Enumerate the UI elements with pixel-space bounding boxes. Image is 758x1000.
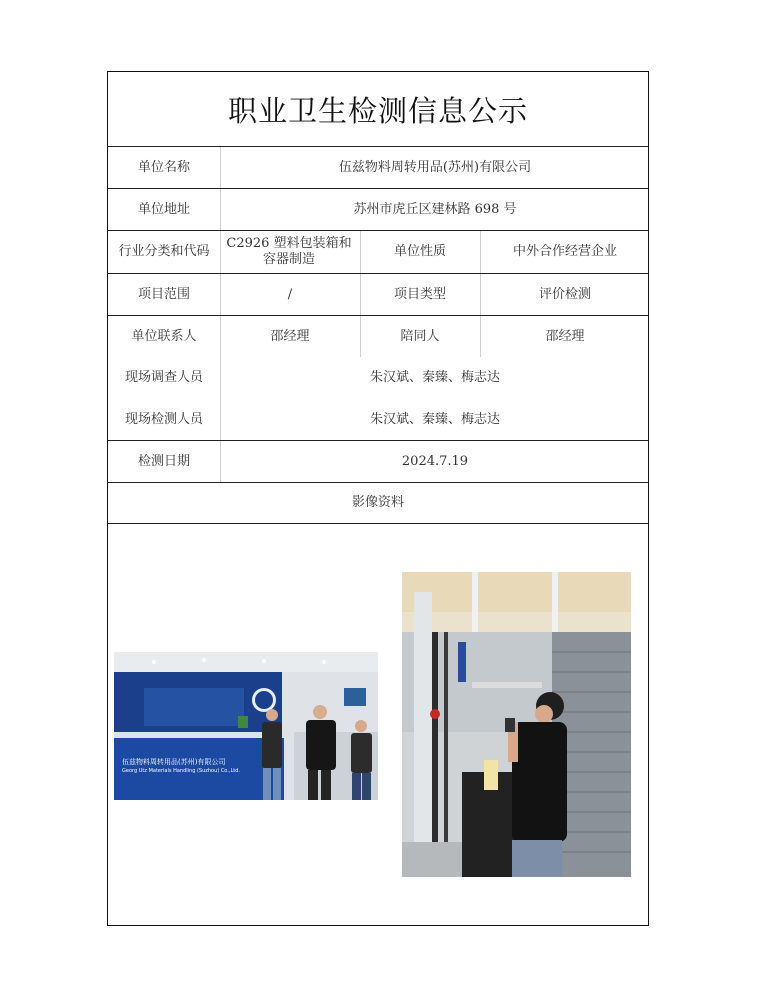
label-survey-staff: 现场调查人员 <box>124 370 203 386</box>
value-unit-nature: 中外合作经营企业 <box>512 244 617 260</box>
value-unit-address: 苏州市虎丘区建林路 698 号 <box>353 201 517 217</box>
page-title: 职业卫生检测信息公示 <box>227 93 528 128</box>
row-test-staff <box>108 399 648 440</box>
label-project-type: 项目类型 <box>393 286 446 302</box>
reception-sign-en: Georg Utz Materials Handling (Suzhou) Co.,Ltd. <box>122 768 240 774</box>
value-contact: 邵经理 <box>270 328 310 344</box>
value-survey-staff: 朱汉斌、秦臻、梅志达 <box>369 370 500 386</box>
row-survey-staff <box>108 357 648 399</box>
row-unit-name <box>108 146 648 188</box>
label-unit-address: 单位地址 <box>137 201 190 217</box>
value-unit-name: 伍兹物料周转用品(苏州)有限公司 <box>338 159 532 175</box>
label-contact: 单位联系人 <box>131 328 197 344</box>
label-test-date: 检测日期 <box>137 453 190 469</box>
notice-table <box>107 71 649 926</box>
row-unit-address <box>108 188 648 230</box>
row-industry <box>108 230 648 273</box>
value-industry: C2926 塑料包装箱和容器制造 <box>226 236 352 267</box>
value-companion: 邵经理 <box>545 328 585 344</box>
row-test-date <box>108 440 648 482</box>
label-test-staff: 现场检测人员 <box>124 411 203 427</box>
reception-sign <box>122 758 272 776</box>
row-images-header <box>108 482 648 524</box>
label-unit-name: 单位名称 <box>137 159 190 175</box>
row-project <box>108 273 648 315</box>
value-test-staff: 朱汉斌、秦臻、梅志达 <box>369 411 500 427</box>
value-test-date: 2024.7.19 <box>401 453 469 469</box>
photo-reception <box>114 652 378 800</box>
value-project-scope: / <box>287 286 293 302</box>
label-industry: 行业分类和代码 <box>118 244 210 260</box>
value-project-type: 评价检测 <box>538 286 591 302</box>
label-companion: 陪同人 <box>400 328 440 344</box>
images-header: 影像资料 <box>351 495 404 511</box>
reception-sign-cn: 伍兹物料周转用品(苏州)有限公司 <box>122 758 226 766</box>
row-contact <box>108 315 648 357</box>
photo-factory <box>402 572 631 877</box>
label-unit-nature: 单位性质 <box>393 244 446 260</box>
label-project-scope: 项目范围 <box>137 286 190 302</box>
